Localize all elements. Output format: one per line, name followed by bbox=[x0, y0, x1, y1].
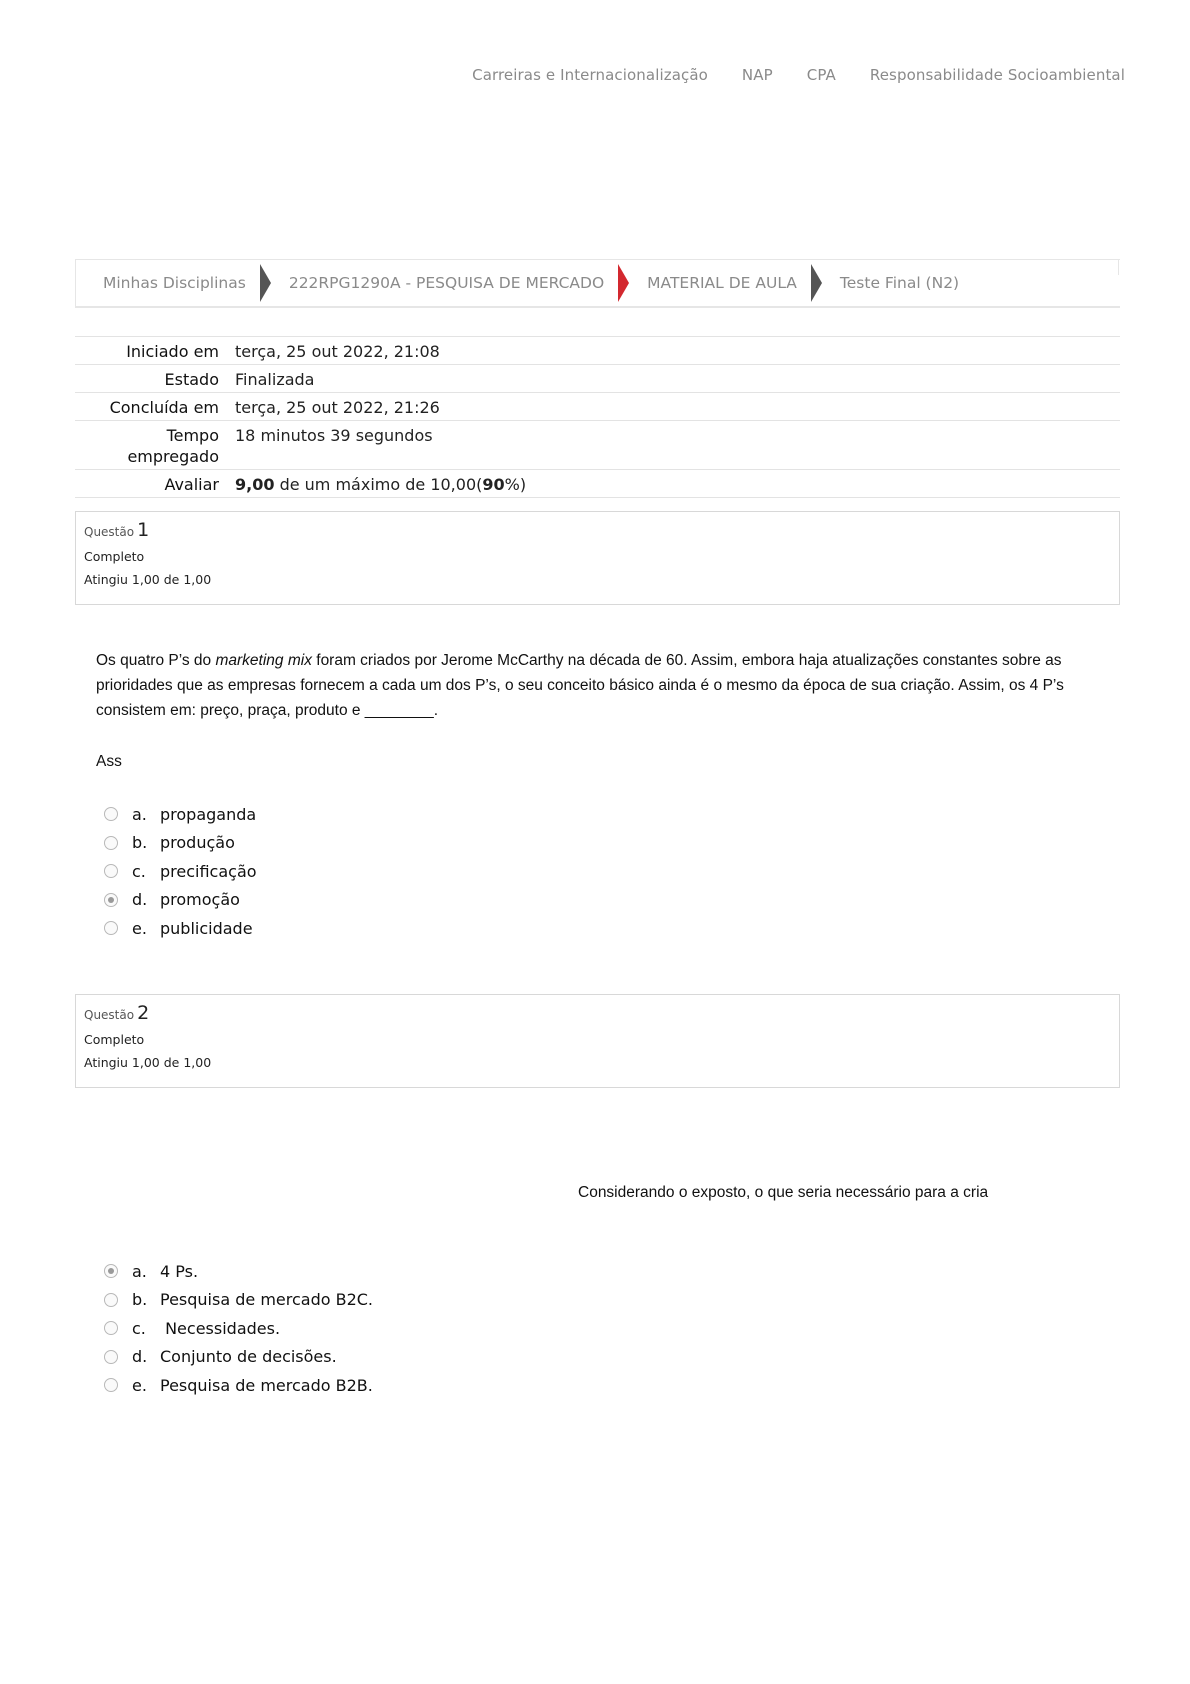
answer-option-d[interactable] bbox=[104, 1343, 373, 1372]
answer-option-c[interactable] bbox=[104, 857, 257, 886]
answer-option-d[interactable] bbox=[104, 886, 257, 915]
answer-text: promoção bbox=[160, 890, 240, 910]
answer-text: 4 Ps. bbox=[160, 1261, 199, 1281]
radio-button[interactable] bbox=[104, 1378, 118, 1392]
attempt-summary-table bbox=[75, 336, 1120, 498]
answer-option-b[interactable] bbox=[104, 829, 257, 858]
breadcrumb-separator-icon bbox=[618, 264, 629, 302]
radio-button[interactable] bbox=[104, 1293, 118, 1307]
question-text-part: foram criados por Jerome McCarthy na década de 60. Assim, embora haja atualizações constantes sobre as prioridades que as empresas fornecem a cada um dos P’s, o seu conceito básico ainda é o mesmo da época de sua criação. Assim, os 4 P’s consistem em: preço, praça, produto e ________. bbox=[96, 652, 1064, 719]
question-label: Questão bbox=[84, 525, 135, 539]
radio-button[interactable] bbox=[104, 836, 118, 850]
breadcrumb-border-corner bbox=[1118, 259, 1119, 275]
answer-text: Pesquisa de mercado B2B. bbox=[160, 1375, 373, 1395]
answer-text: precificação bbox=[160, 861, 257, 881]
question-1-paragraph bbox=[96, 648, 1106, 723]
summary-value: Finalizada bbox=[235, 370, 315, 389]
radio-button[interactable] bbox=[104, 807, 118, 821]
question-2-info bbox=[75, 994, 1120, 1088]
summary-row-grade bbox=[75, 470, 1120, 498]
answer-letter: d. bbox=[132, 890, 148, 910]
question-1-text bbox=[96, 648, 1106, 774]
answer-option-a[interactable] bbox=[104, 800, 257, 829]
breadcrumb-separator-icon bbox=[811, 264, 822, 302]
breadcrumb-item-material[interactable]: MATERIAL DE AULA bbox=[647, 274, 797, 292]
question-2-answers bbox=[104, 1257, 373, 1400]
answer-letter: e. bbox=[132, 1375, 147, 1395]
summary-value: terça, 25 out 2022, 21:26 bbox=[235, 398, 440, 417]
summary-value bbox=[235, 470, 1120, 498]
answer-letter: c. bbox=[132, 861, 146, 881]
question-1-answers bbox=[104, 800, 257, 943]
answer-option-c[interactable] bbox=[104, 1314, 373, 1343]
question-2-paragraph: Considerando o exposto, o que seria necessário para a cria bbox=[578, 1184, 989, 1201]
summary-row-state bbox=[75, 365, 1120, 393]
question-status: Completo bbox=[84, 549, 145, 564]
question-number bbox=[84, 519, 1111, 541]
breadcrumb bbox=[75, 259, 1120, 308]
summary-label: Iniciado em bbox=[126, 342, 219, 361]
question-1-extra: Ass bbox=[96, 753, 122, 770]
answer-option-a[interactable] bbox=[104, 1257, 373, 1286]
answer-letter: e. bbox=[132, 918, 147, 938]
breadcrumb-item-teste-final[interactable]: Teste Final (N2) bbox=[839, 274, 960, 292]
summary-value: 18 minutos 39 segundos bbox=[235, 426, 433, 445]
radio-button[interactable] bbox=[104, 921, 118, 935]
summary-label bbox=[75, 421, 235, 470]
grade-text-end: %) bbox=[504, 475, 527, 494]
radio-button-selected[interactable] bbox=[104, 1264, 118, 1278]
answer-option-e[interactable] bbox=[104, 914, 257, 943]
nav-link-responsabilidade[interactable]: Responsabilidade Socioambiental bbox=[869, 66, 1125, 84]
nav-link-cpa[interactable]: CPA bbox=[806, 66, 836, 84]
breadcrumb-item-course[interactable]: 222RPG1290A - PESQUISA DE MERCADO bbox=[288, 274, 605, 292]
question-number-value: 1 bbox=[137, 519, 150, 541]
grade-text: de um máximo de 10,00( bbox=[274, 475, 483, 494]
answer-text: propaganda bbox=[160, 804, 257, 824]
nav-link-carreiras[interactable]: Carreiras e Internacionalização bbox=[472, 66, 708, 84]
answer-text: Pesquisa de mercado B2C. bbox=[160, 1290, 374, 1310]
top-nav bbox=[472, 66, 1125, 84]
answer-letter: c. bbox=[132, 1318, 146, 1338]
question-number-value: 2 bbox=[137, 1002, 150, 1024]
answer-text: Necessidades. bbox=[160, 1318, 281, 1338]
answer-option-b[interactable] bbox=[104, 1286, 373, 1315]
answer-option-e[interactable] bbox=[104, 1371, 373, 1400]
grade-score: 9,00 bbox=[235, 475, 275, 494]
breadcrumb-item-minhas-disciplinas[interactable]: Minhas Disciplinas bbox=[103, 274, 246, 292]
summary-row-started bbox=[75, 337, 1120, 365]
question-mark: Atingiu 1,00 de 1,00 bbox=[84, 1055, 212, 1070]
nav-link-nap[interactable]: NAP bbox=[741, 66, 773, 84]
question-2-text bbox=[578, 1180, 1078, 1205]
question-text-part: Os quatro P’s do bbox=[96, 652, 216, 669]
question-status: Completo bbox=[84, 1032, 145, 1047]
summary-label-line: Tempo bbox=[166, 426, 219, 445]
breadcrumb-separator-icon bbox=[260, 264, 271, 302]
summary-label-line: empregado bbox=[127, 447, 219, 466]
answer-text: produção bbox=[160, 833, 235, 853]
radio-button[interactable] bbox=[104, 1321, 118, 1335]
question-1-info bbox=[75, 511, 1120, 605]
summary-label: Avaliar bbox=[164, 475, 219, 494]
question-number bbox=[84, 1002, 1111, 1024]
summary-row-time bbox=[75, 421, 1120, 470]
summary-label: Estado bbox=[164, 370, 219, 389]
question-label: Questão bbox=[84, 1008, 135, 1022]
answer-letter: d. bbox=[132, 1347, 148, 1367]
radio-button-selected[interactable] bbox=[104, 893, 118, 907]
answer-letter: a. bbox=[132, 1261, 147, 1281]
summary-value: terça, 25 out 2022, 21:08 bbox=[235, 342, 440, 361]
radio-button[interactable] bbox=[104, 864, 118, 878]
answer-letter: a. bbox=[132, 804, 147, 824]
summary-row-completed bbox=[75, 393, 1120, 421]
answer-text: Conjunto de decisões. bbox=[160, 1347, 337, 1367]
summary-label: Concluída em bbox=[109, 398, 219, 417]
radio-button[interactable] bbox=[104, 1350, 118, 1364]
answer-text: publicidade bbox=[160, 918, 253, 938]
answer-letter: b. bbox=[132, 1290, 148, 1310]
question-mark: Atingiu 1,00 de 1,00 bbox=[84, 572, 212, 587]
grade-percent: 90 bbox=[482, 475, 505, 494]
answer-letter: b. bbox=[132, 833, 148, 853]
question-text-italic: marketing mix bbox=[215, 652, 312, 669]
